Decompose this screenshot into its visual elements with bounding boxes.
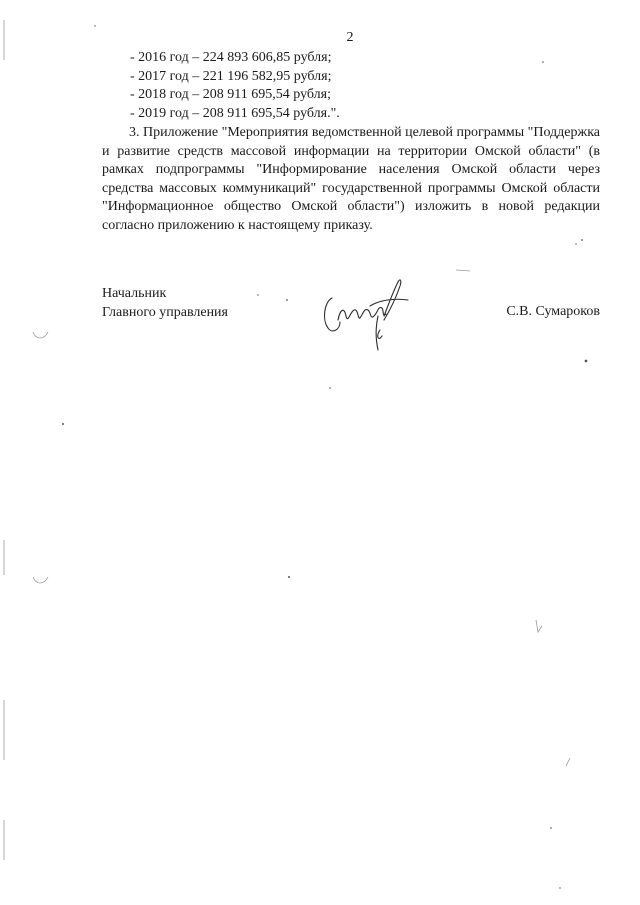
signatory-position (102, 285, 228, 322)
handwritten-signature-icon (318, 276, 413, 354)
budget-item-2019: - 2019 год – 208 911 695,54 рубля.". (130, 105, 340, 121)
budget-item-2017: - 2017 год – 221 196 582,95 рубля; (130, 68, 332, 84)
budget-item-2018: - 2018 год – 208 911 695,54 рубля; (130, 87, 331, 103)
clause-3-paragraph: 3. Приложение "Мероприятия ведомственной целевой программы "Поддержка и развитие средств массовой информации на территории Омской области" (в рамках подпрограммы "Информирование населения Омской области через средства массовых коммуникаций" государственной программы Омской области "Информационное общество Омской области") изложить в новой редакции согласно приложению к настоящему приказу. (102, 125, 600, 233)
page-number: 2 (346, 30, 354, 45)
position-title-line-1: Начальник (102, 286, 167, 301)
position-title-line-2: Главного управления (102, 304, 228, 320)
budget-item-2016: - 2016 год – 224 893 606,85 рубля; (130, 50, 332, 65)
budget-list (130, 49, 340, 123)
signatory-name: С.В. Сумароков (506, 304, 600, 319)
